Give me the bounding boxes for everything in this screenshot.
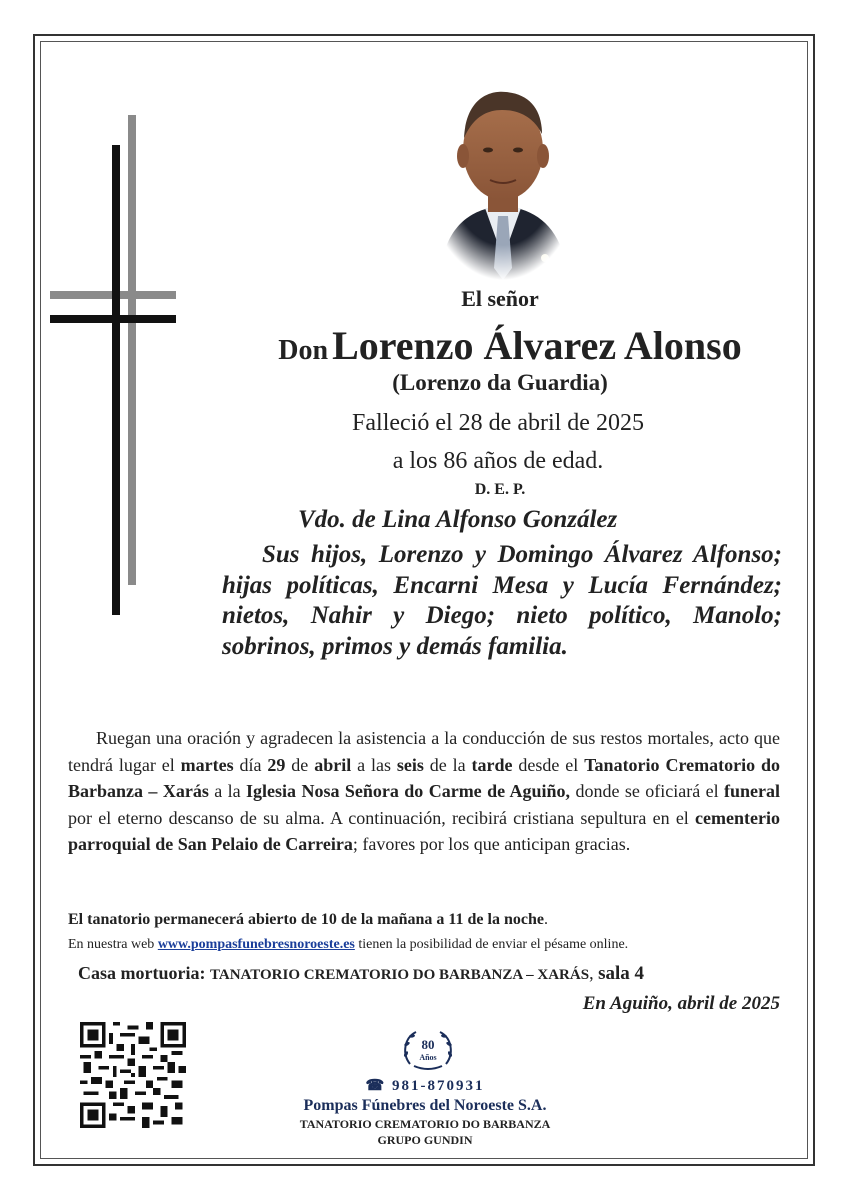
widower-line: Vdo. de Lina Alfonso González [298,506,618,533]
dep: D. E. P. [474,481,526,498]
name-prefix: Don [278,335,329,366]
cross-icon [50,115,180,615]
badge-number: 80 [421,1037,435,1052]
website-link[interactable]: www.pompasfunebresnoroeste.es [157,937,355,952]
company-group: GRUPO GUNDIN [377,1133,473,1147]
web-notice: En nuestra web www.pompasfunebresnoroeste.es tienen la posibilidad de enviar el pésame online. [68,937,629,952]
service-notice: Ruegan una oración y agradecen la asistencia a la conducción de sus restos mortales, acto que tendrá lugar el martes día 29 de abril a las seis de la tarde desde el Tanatorio Crematorio do Barbanza – Xarás a la Iglesia Nosa Señora do Carme de Aguiño, donde se oficiará el funeral por el eterno descanso de su alma. A continuación, recibirá cristiana sepultura en el cementerio parroquial de San Pelaio de Carreira; favores por los que anticipan gracias. [68,728,781,854]
company-tanatorio: TANATORIO CREMATORIO DO BARBANZA [299,1117,551,1131]
opening-hours: El tanatorio permanecerá abierto de 10 de la mañana a 11 de la noche. [68,911,548,928]
anniversary-badge-icon [400,1024,456,1074]
deceased-name: Lorenzo Álvarez Alonso [332,323,742,368]
phone-icon: ☎ [365,1078,387,1094]
date-place: En Aguiño, abril de 2025 [582,993,780,1014]
deceased-photo [430,68,576,280]
deceased-alias: (Lorenzo da Guardia) [392,370,608,395]
age: a los 86 años de edad. [392,448,604,474]
honorific: El señor [461,286,539,311]
mortuary-line: Casa mortuoria: TANATORIO CREMATORIO DO BARBANZA – XARÁS, sala 4 [78,963,644,984]
company-name: Pompas Fúnebres del Noroeste S.A. [303,1097,547,1114]
death-date: Falleció el 28 de abril de 2025 [352,410,644,436]
qr-code-icon[interactable] [80,1022,186,1128]
deceased-name-line [210,322,810,369]
phone-number[interactable]: ☎ 981-870931 [365,1078,485,1094]
badge-word: Años [419,1053,437,1062]
relatives-paragraph: Sus hijos, Lorenzo y Domingo Álvarez Alfonso; hijas políticas, Encarni Mesa y Lucía Fernández; nietos, Nahir y Diego; nieto político, Manolo; sobrinos, primos y demás familia. [222,541,782,660]
